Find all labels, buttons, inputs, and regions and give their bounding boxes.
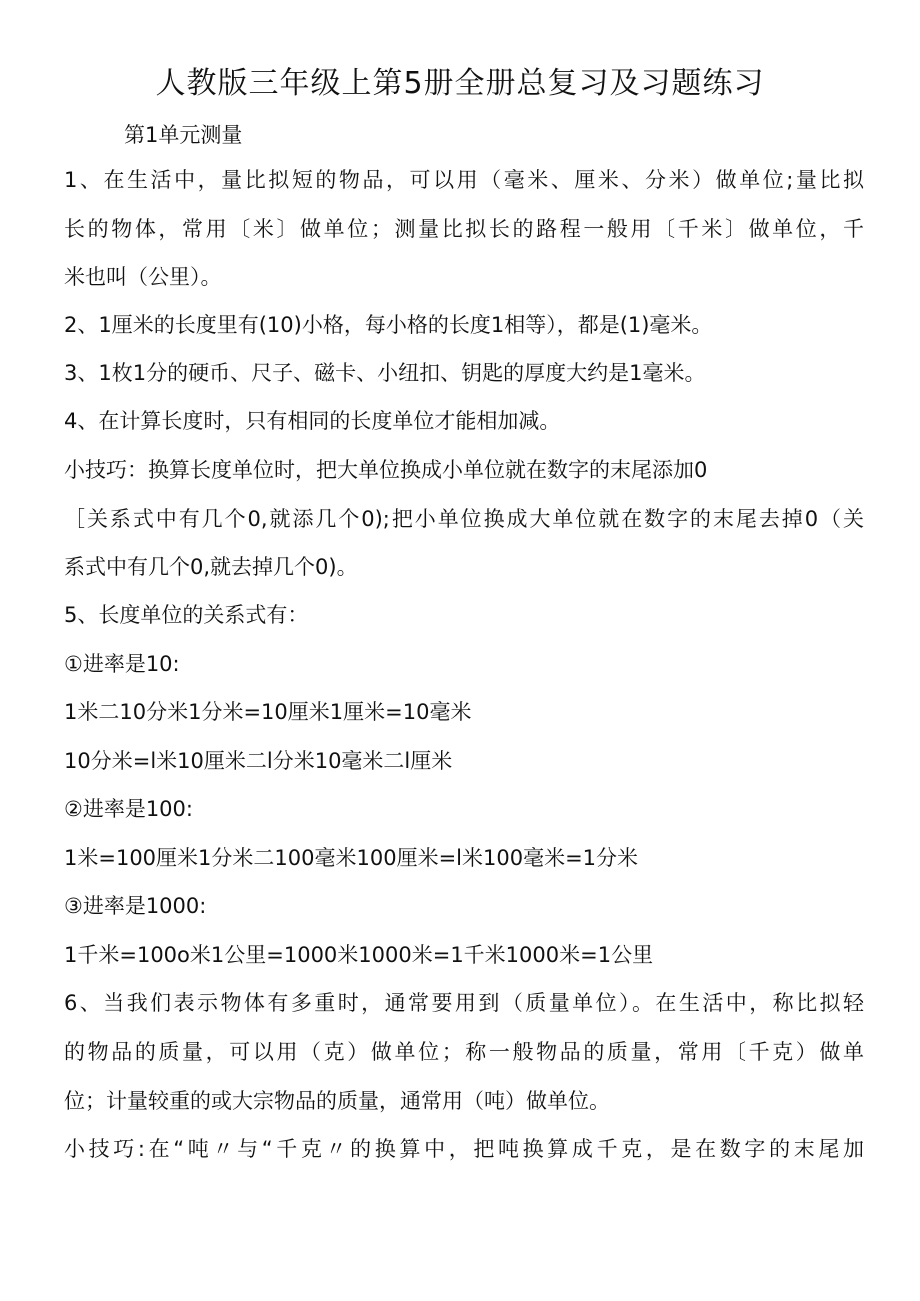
text-line: 长的物体，常用〔米〕做单位；测量比拟长的路程一般用〔千米〕做单位，千 <box>64 217 864 241</box>
text-line: 位；计量较重的或大宗物品的质量，通常用（吨）做单位。 <box>64 1089 610 1113</box>
text-line: 1、在生活中，量比拟短的物品，可以用（毫米、厘米、分米）做单位;量比拟 <box>64 168 864 192</box>
text-line: ③进率是1000: <box>64 894 207 918</box>
text-line: ［关系式中有几个0,就添几个0);把小单位换成大单位就在数字的末尾去掉0（关 <box>64 507 864 531</box>
text-line: 1米=100厘米1分米二100毫米100厘米=l米100毫米=1分米 <box>64 846 639 870</box>
text-line: 5、长度单位的关系式有： <box>64 603 309 627</box>
text-line: 3、1枚1分的硬币、尺子、磁卡、小纽扣、钥匙的厚度大约是1毫米。 <box>64 361 706 385</box>
text-line: ①进率是10: <box>64 652 180 676</box>
text-line: 6、当我们表示物体有多重时，通常要用到（质量单位）。在生活中，称比拟轻 <box>64 991 864 1015</box>
text-line: 4、在计算长度时，只有相同的长度单位才能相加减。 <box>64 409 561 433</box>
text-line: 的物品的质量，可以用（克）做单位；称一般物品的质量，常用〔千克）做单 <box>64 1040 864 1064</box>
text-line: ②进率是100: <box>64 797 193 821</box>
text-line: 1米二10分米1分米=10厘米1厘米=10毫米 <box>64 700 472 724</box>
text-line: 米也叫（公里）。 <box>64 265 222 289</box>
unit-heading: 第1单元测量 <box>124 123 243 147</box>
text-line: 1千米=100o米1公里=1000米1000米=1千米1000米=1公里 <box>64 943 654 967</box>
text-line: 小技巧:在“吨〃与“千克〃的换算中，把吨换算成千克，是在数字的末尾加 <box>64 1137 864 1161</box>
text-line: 2、1厘米的长度里有(10)小格，每小格的长度1相等），都是(1)毫米。 <box>64 313 713 337</box>
text-line: 系式中有几个0,就去掉几个0)。 <box>64 555 358 579</box>
text-line: 10分米=l米10厘米二l分米10毫米二l厘米 <box>64 749 453 773</box>
document-title: 人教版三年级上第5册全册总复习及习题练习 <box>155 66 765 101</box>
text-line: 小技巧：换算长度单位时，把大单位换成小单位就在数字的末尾添加0 <box>64 458 708 482</box>
